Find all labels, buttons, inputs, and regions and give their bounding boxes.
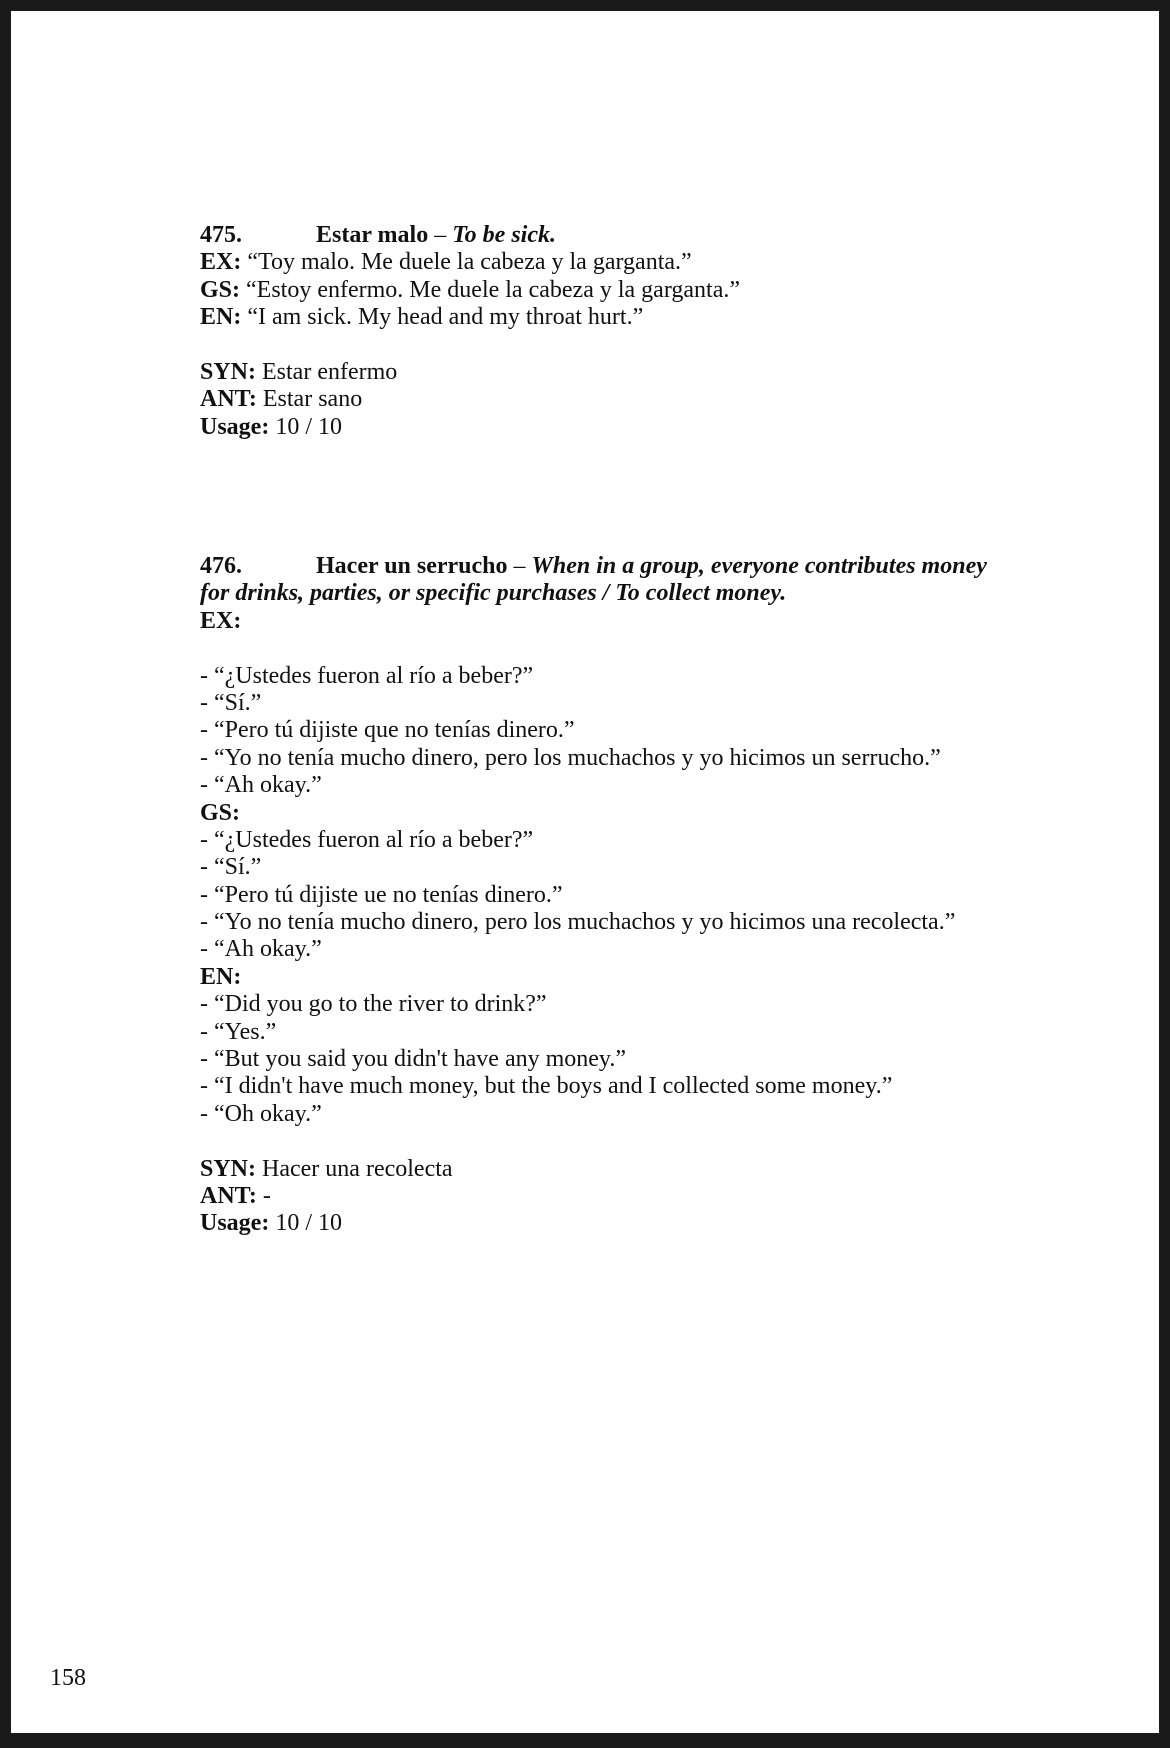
usage-value: 10 / 10 bbox=[275, 1210, 342, 1237]
entry-term: Estar malo bbox=[316, 222, 429, 248]
dialogue-line: - “Ah okay.” bbox=[200, 772, 322, 799]
ant-label: ANT: bbox=[200, 386, 257, 413]
dialogue-line: - “Ah okay.” bbox=[200, 936, 322, 963]
dialogue-line: - “Sí.” bbox=[200, 689, 262, 716]
dialogue-line: - “Yo no tenía mucho dinero, pero los muchachos y yo hicimos un serrucho.” bbox=[200, 744, 941, 771]
usage-label: Usage: bbox=[200, 1210, 270, 1237]
gs-line bbox=[200, 277, 740, 304]
syn-line bbox=[200, 359, 740, 386]
syn-line bbox=[200, 1156, 987, 1183]
entry-term: Hacer un serrucho bbox=[316, 553, 508, 579]
page-number: 158 bbox=[50, 1665, 86, 1691]
ant-line bbox=[200, 386, 740, 413]
dialogue-line: - “Pero tú dijiste ue no tenías dinero.” bbox=[200, 881, 563, 908]
syn-text: Estar enfermo bbox=[262, 358, 398, 385]
ex-line bbox=[200, 249, 740, 276]
document-page bbox=[11, 11, 1159, 1733]
entry-definition: To be sick. bbox=[452, 222, 556, 248]
dash: – bbox=[428, 222, 453, 248]
dialogue-line: - “Yes.” bbox=[200, 1018, 277, 1045]
usage-line bbox=[200, 1210, 987, 1237]
dialogue-line: - “Yo no tenía mucho dinero, pero los muchachos y yo hicimos una recolecta.” bbox=[200, 909, 956, 936]
dialogue-line: - “I didn't have much money, but the boys and I collected some money.” bbox=[200, 1073, 893, 1100]
entry-475 bbox=[200, 222, 740, 441]
dialogue-line: - “Pero tú dijiste que no tenías dinero.” bbox=[200, 717, 575, 744]
entry-number: 475. bbox=[200, 222, 242, 248]
usage-value: 10 / 10 bbox=[275, 413, 342, 440]
dialogue-line: - “¿Ustedes fueron al río a beber?” bbox=[200, 826, 534, 853]
entry-heading bbox=[200, 222, 740, 249]
entry-definition: When in a group, everyone contributes money bbox=[531, 553, 987, 579]
ex-label: EX: bbox=[200, 249, 242, 276]
dialogue-line: - “But you said you didn't have any money.” bbox=[200, 1046, 627, 1073]
ant-line bbox=[200, 1183, 987, 1210]
syn-label: SYN: bbox=[200, 1155, 257, 1182]
en-line bbox=[200, 304, 740, 331]
ant-text: Estar sano bbox=[262, 386, 363, 413]
gs-label: GS: bbox=[200, 276, 241, 303]
ant-label: ANT: bbox=[200, 1182, 257, 1209]
entry-definition-cont: for drinks, parties, or specific purchases / To collect money. bbox=[200, 580, 787, 607]
entry-heading bbox=[200, 553, 987, 580]
dialogue-line: - “Did you go to the river to drink?” bbox=[200, 991, 547, 1018]
ant-text: - bbox=[262, 1182, 271, 1209]
syn-text: Hacer una recolecta bbox=[262, 1155, 453, 1182]
usage-line bbox=[200, 414, 740, 441]
entry-number: 476. bbox=[200, 553, 242, 579]
gs-text: “Estoy enfermo. Me duele la cabeza y la garganta.” bbox=[246, 276, 740, 303]
ex-text: “Toy malo. Me duele la cabeza y la garganta.” bbox=[247, 249, 692, 276]
gs-label: GS: bbox=[200, 799, 241, 826]
en-label: EN: bbox=[200, 963, 242, 990]
entry-476 bbox=[200, 553, 987, 1238]
dialogue-line: - “¿Ustedes fueron al río a beber?” bbox=[200, 662, 534, 689]
dialogue-line: - “Oh okay.” bbox=[200, 1100, 322, 1127]
en-label: EN: bbox=[200, 304, 242, 331]
syn-label: SYN: bbox=[200, 358, 257, 385]
ex-label: EX: bbox=[200, 607, 242, 634]
dash: – bbox=[507, 553, 532, 579]
dialogue-line: - “Sí.” bbox=[200, 854, 262, 881]
en-text: “I am sick. My head and my throat hurt.” bbox=[247, 304, 644, 331]
usage-label: Usage: bbox=[200, 413, 270, 440]
